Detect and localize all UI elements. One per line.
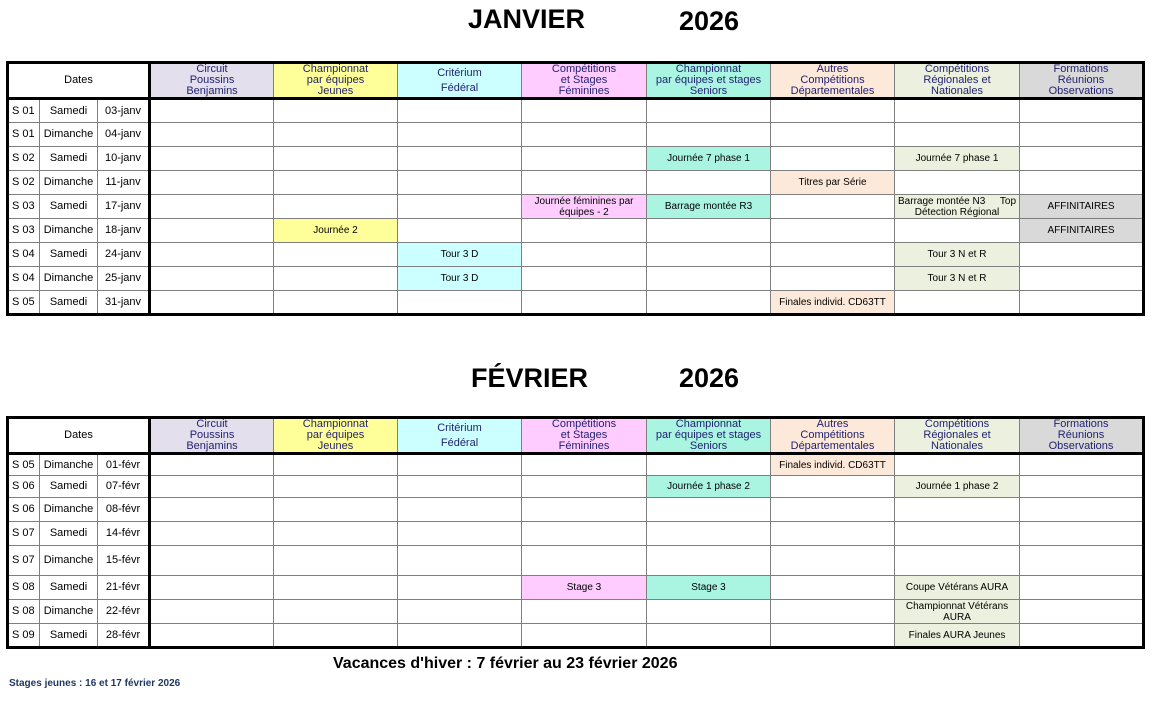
empty-cell	[771, 219, 895, 243]
column-header-line: Benjamins	[186, 85, 238, 97]
column-header-regionales	[895, 418, 1020, 454]
day-cell: Dimanche	[40, 454, 98, 476]
empty-cell	[895, 123, 1020, 147]
empty-cell	[895, 546, 1020, 576]
empty-cell	[771, 147, 895, 171]
empty-cell	[771, 267, 895, 291]
year-title-janvier: 2026	[679, 6, 740, 36]
empty-cell	[522, 147, 647, 171]
empty-cell	[647, 171, 771, 195]
table-row	[8, 123, 1144, 147]
date-cell: 14-févr	[98, 522, 150, 546]
empty-cell	[274, 546, 398, 576]
date-cell: 11-janv	[98, 171, 150, 195]
calendar-table-janvier	[6, 61, 1145, 316]
date-cell: 10-janv	[98, 147, 150, 171]
event-line	[895, 196, 1019, 207]
date-cell: 17-janv	[98, 195, 150, 219]
youth-stages-note: Stages jeunes : 16 et 17 février 2026	[9, 678, 181, 689]
column-header-line: Observations	[1048, 85, 1114, 97]
week-cell: S 02	[8, 147, 40, 171]
empty-cell	[647, 454, 771, 476]
date-cell: 08-févr	[98, 498, 150, 522]
empty-cell	[150, 454, 274, 476]
day-cell: Samedi	[40, 99, 98, 123]
column-header-feminines	[522, 418, 647, 454]
empty-cell	[274, 243, 398, 267]
empty-cell	[895, 219, 1020, 243]
empty-cell	[398, 576, 522, 600]
column-header-line: Fédéral	[440, 436, 479, 449]
empty-cell	[1020, 99, 1144, 123]
column-header-circuit	[150, 418, 274, 454]
empty-cell	[647, 522, 771, 546]
empty-cell	[1020, 600, 1144, 624]
empty-cell	[398, 600, 522, 624]
empty-cell	[1020, 476, 1144, 498]
column-header-line: et Stages	[560, 74, 608, 86]
column-header-line: Fédéral	[440, 81, 479, 94]
empty-cell	[274, 498, 398, 522]
empty-cell	[150, 195, 274, 219]
date-cell: 28-févr	[98, 624, 150, 648]
column-header-line: Formations	[1053, 63, 1109, 75]
empty-cell	[771, 99, 895, 123]
empty-cell	[895, 498, 1020, 522]
table-row	[8, 147, 1144, 171]
column-header-autres	[771, 418, 895, 454]
table-row	[8, 219, 1144, 243]
empty-cell	[647, 123, 771, 147]
day-cell: Samedi	[40, 576, 98, 600]
column-header-line: Championnat	[302, 418, 369, 430]
date-cell: 25-janv	[98, 267, 150, 291]
table-row	[8, 267, 1144, 291]
day-cell: Dimanche	[40, 498, 98, 522]
column-header-line: Départementales	[790, 85, 875, 97]
event-cell-criterium: Tour 3 D	[398, 243, 522, 267]
empty-cell	[150, 171, 274, 195]
empty-cell	[1020, 624, 1144, 648]
empty-cell	[1020, 576, 1144, 600]
column-header-line: Circuit	[196, 63, 228, 75]
empty-cell	[522, 219, 647, 243]
week-cell: S 02	[8, 171, 40, 195]
year-title-fevrier: 2026	[679, 363, 740, 393]
empty-cell	[150, 624, 274, 648]
column-header-line: Benjamins	[186, 440, 238, 452]
column-header-feminines	[522, 63, 647, 99]
empty-cell	[274, 454, 398, 476]
empty-cell	[522, 624, 647, 648]
dates-header: Dates	[8, 63, 150, 99]
day-cell: Samedi	[40, 476, 98, 498]
week-cell: S 06	[8, 498, 40, 522]
week-cell: S 06	[8, 476, 40, 498]
date-cell: 18-janv	[98, 219, 150, 243]
empty-cell	[150, 147, 274, 171]
column-header-line: Compétitions	[924, 63, 990, 75]
column-header-line: par équipes et stages	[655, 429, 762, 441]
table-row	[8, 291, 1144, 315]
event-cell-autres: Finales individ. CD63TT	[771, 291, 895, 315]
event-cell-autres: Finales individ. CD63TT	[771, 454, 895, 476]
empty-cell	[150, 99, 274, 123]
empty-cell	[150, 291, 274, 315]
event-cell-formations: AFFINITAIRES	[1020, 219, 1144, 243]
empty-cell	[895, 171, 1020, 195]
column-header-line: Féminines	[558, 85, 610, 97]
date-cell: 03-janv	[98, 99, 150, 123]
empty-cell	[274, 522, 398, 546]
empty-cell	[398, 291, 522, 315]
column-header-line: par équipes	[306, 429, 365, 441]
empty-cell	[398, 123, 522, 147]
empty-cell	[522, 291, 647, 315]
empty-cell	[274, 476, 398, 498]
column-header-line: Critérium	[437, 66, 482, 79]
empty-cell	[1020, 546, 1144, 576]
day-cell: Dimanche	[40, 219, 98, 243]
empty-cell	[150, 243, 274, 267]
day-cell: Dimanche	[40, 123, 98, 147]
event-cell-regionales: Tour 3 N et R	[895, 243, 1020, 267]
empty-cell	[522, 454, 647, 476]
empty-cell	[1020, 267, 1144, 291]
empty-cell	[522, 123, 647, 147]
column-header-line: Réunions	[1057, 74, 1105, 86]
empty-cell	[522, 546, 647, 576]
week-cell: S 01	[8, 99, 40, 123]
event-cell-autres: Titres par Série	[771, 171, 895, 195]
empty-cell	[274, 171, 398, 195]
empty-cell	[522, 243, 647, 267]
empty-cell	[150, 498, 274, 522]
column-header-line: Seniors	[689, 85, 728, 97]
empty-cell	[771, 123, 895, 147]
week-cell: S 03	[8, 195, 40, 219]
empty-cell	[647, 219, 771, 243]
column-header-line: Autres	[816, 418, 849, 430]
event-cell-feminines: Stage 3	[522, 576, 647, 600]
table-row	[8, 522, 1144, 546]
empty-cell	[398, 546, 522, 576]
event-cell-formations: AFFINITAIRES	[1020, 195, 1144, 219]
empty-cell	[771, 600, 895, 624]
empty-cell	[771, 476, 895, 498]
empty-cell	[150, 476, 274, 498]
day-cell: Dimanche	[40, 600, 98, 624]
date-cell: 31-janv	[98, 291, 150, 315]
table-row	[8, 243, 1144, 267]
empty-cell	[647, 267, 771, 291]
column-header-seniors	[647, 418, 771, 454]
day-cell: Dimanche	[40, 171, 98, 195]
event-cell-champ-jeunes: Journée 2	[274, 219, 398, 243]
column-header-line: Championnat	[302, 63, 369, 75]
week-cell: S 04	[8, 267, 40, 291]
event-text: Top	[999, 195, 1017, 207]
week-cell: S 08	[8, 576, 40, 600]
empty-cell	[398, 476, 522, 498]
empty-cell	[771, 522, 895, 546]
event-cell-regionales: Finales AURA Jeunes	[895, 624, 1020, 648]
empty-cell	[398, 219, 522, 243]
empty-cell	[274, 600, 398, 624]
date-cell: 04-janv	[98, 123, 150, 147]
empty-cell	[895, 291, 1020, 315]
empty-cell	[398, 171, 522, 195]
empty-cell	[522, 476, 647, 498]
table-row	[8, 546, 1144, 576]
empty-cell	[1020, 291, 1144, 315]
date-cell: 22-févr	[98, 600, 150, 624]
empty-cell	[1020, 454, 1144, 476]
table-row	[8, 476, 1144, 498]
week-cell: S 01	[8, 123, 40, 147]
empty-cell	[398, 624, 522, 648]
empty-cell	[150, 546, 274, 576]
day-cell: Samedi	[40, 522, 98, 546]
table-row	[8, 576, 1144, 600]
event-cell-feminines: Journée féminines par équipes - 2	[522, 195, 647, 219]
event-text: Détection Régional	[914, 206, 1000, 218]
column-header-line: Autres	[816, 63, 849, 75]
event-text: Barrage montée N3	[898, 195, 986, 207]
empty-cell	[274, 291, 398, 315]
empty-cell	[895, 99, 1020, 123]
week-cell: S 09	[8, 624, 40, 648]
column-header-line: par équipes	[306, 74, 365, 86]
column-header-line: Féminines	[558, 440, 610, 452]
column-header-seniors	[647, 63, 771, 99]
table-row	[8, 454, 1144, 476]
empty-cell	[274, 624, 398, 648]
column-header-line: Poussins	[189, 429, 235, 441]
empty-cell	[771, 195, 895, 219]
empty-cell	[150, 600, 274, 624]
event-cell-regionales: Journée 7 phase 1	[895, 147, 1020, 171]
table-row	[8, 600, 1144, 624]
day-cell: Dimanche	[40, 546, 98, 576]
event-cell-criterium: Tour 3 D	[398, 267, 522, 291]
empty-cell	[398, 99, 522, 123]
event-cell-regionales: Journée 1 phase 2	[895, 476, 1020, 498]
empty-cell	[647, 99, 771, 123]
event-cell-seniors: Stage 3	[647, 576, 771, 600]
week-cell: S 08	[8, 600, 40, 624]
empty-cell	[771, 498, 895, 522]
date-cell: 24-janv	[98, 243, 150, 267]
column-header-line: Nationales	[931, 440, 983, 452]
column-header-regionales	[895, 63, 1020, 99]
empty-cell	[647, 243, 771, 267]
column-header-line: Compétitions	[551, 63, 617, 75]
day-cell: Samedi	[40, 195, 98, 219]
column-header-line: Championnat	[675, 63, 742, 75]
table-row	[8, 624, 1144, 648]
column-header-line: Jeunes	[317, 85, 354, 97]
empty-cell	[647, 498, 771, 522]
event-cell-regionales: Tour 3 N et R	[895, 267, 1020, 291]
empty-cell	[274, 99, 398, 123]
column-header-line: Compétitions	[551, 418, 617, 430]
empty-cell	[895, 454, 1020, 476]
empty-cell	[522, 600, 647, 624]
day-cell: Dimanche	[40, 267, 98, 291]
table-row	[8, 99, 1144, 123]
empty-cell	[274, 123, 398, 147]
dates-header: Dates	[8, 418, 150, 454]
week-cell: S 05	[8, 454, 40, 476]
empty-cell	[522, 498, 647, 522]
empty-cell	[1020, 147, 1144, 171]
empty-cell	[274, 267, 398, 291]
empty-cell	[150, 123, 274, 147]
column-header-autres	[771, 63, 895, 99]
empty-cell	[522, 267, 647, 291]
column-header-line: Critérium	[437, 421, 482, 434]
column-header-formations	[1020, 418, 1144, 454]
table-row	[8, 195, 1144, 219]
month-title-fevrier: FÉVRIER	[471, 363, 589, 393]
week-cell: S 04	[8, 243, 40, 267]
empty-cell	[150, 522, 274, 546]
empty-cell	[274, 147, 398, 171]
month-title-janvier: JANVIER	[468, 4, 586, 34]
column-header-line: Départementales	[790, 440, 875, 452]
day-cell: Samedi	[40, 624, 98, 648]
empty-cell	[150, 576, 274, 600]
date-cell: 07-févr	[98, 476, 150, 498]
column-header-line: Circuit	[196, 418, 228, 430]
column-header-line: Compétitions	[800, 429, 865, 441]
week-cell: S 05	[8, 291, 40, 315]
column-header-circuit	[150, 63, 274, 99]
empty-cell	[398, 498, 522, 522]
empty-cell	[647, 291, 771, 315]
table-row	[8, 171, 1144, 195]
table-row	[8, 498, 1144, 522]
empty-cell	[647, 600, 771, 624]
column-header-line: Formations	[1053, 418, 1109, 430]
day-cell: Samedi	[40, 291, 98, 315]
empty-cell	[1020, 243, 1144, 267]
week-cell: S 07	[8, 522, 40, 546]
column-header-line: Nationales	[931, 85, 983, 97]
empty-cell	[398, 522, 522, 546]
date-cell: 21-févr	[98, 576, 150, 600]
column-header-line: Compétitions	[924, 418, 990, 430]
day-cell: Samedi	[40, 243, 98, 267]
event-cell-regionales: Coupe Vétérans AURA	[895, 576, 1020, 600]
empty-cell	[895, 522, 1020, 546]
empty-cell	[647, 546, 771, 576]
event-cell-seniors: Barrage montée R3	[647, 195, 771, 219]
week-cell: S 03	[8, 219, 40, 243]
empty-cell	[1020, 498, 1144, 522]
column-header-line: et Stages	[560, 429, 608, 441]
event-cell-regionales: Championnat Vétérans AURA	[895, 600, 1020, 624]
empty-cell	[150, 267, 274, 291]
column-header-criterium	[398, 63, 522, 99]
column-header-champ-jeunes	[274, 63, 398, 99]
empty-cell	[398, 147, 522, 171]
empty-cell	[398, 454, 522, 476]
empty-cell	[522, 99, 647, 123]
winter-holidays-note: Vacances d'hiver : 7 février au 23 février 2026	[333, 655, 678, 672]
date-cell: 01-févr	[98, 454, 150, 476]
column-header-line: Championnat	[675, 418, 742, 430]
empty-cell	[1020, 171, 1144, 195]
empty-cell	[771, 576, 895, 600]
empty-cell	[1020, 123, 1144, 147]
empty-cell	[274, 195, 398, 219]
column-header-line: par équipes et stages	[655, 74, 762, 86]
column-header-formations	[1020, 63, 1144, 99]
empty-cell	[150, 219, 274, 243]
column-header-line: Poussins	[189, 74, 235, 86]
column-header-line: Seniors	[689, 440, 728, 452]
empty-cell	[522, 522, 647, 546]
empty-cell	[771, 243, 895, 267]
day-cell: Samedi	[40, 147, 98, 171]
event-cell-seniors: Journée 7 phase 1	[647, 147, 771, 171]
empty-cell	[274, 576, 398, 600]
calendar-table-fevrier	[6, 416, 1145, 649]
empty-cell	[398, 195, 522, 219]
column-header-line: Compétitions	[800, 74, 865, 86]
empty-cell	[1020, 522, 1144, 546]
column-header-line: Observations	[1048, 440, 1114, 452]
empty-cell	[771, 624, 895, 648]
event-cell-regionales	[895, 195, 1020, 219]
column-header-champ-jeunes	[274, 418, 398, 454]
column-header-line: Régionales et	[923, 74, 991, 86]
empty-cell	[647, 624, 771, 648]
column-header-line: Régionales et	[923, 429, 991, 441]
week-cell: S 07	[8, 546, 40, 576]
event-cell-seniors: Journée 1 phase 2	[647, 476, 771, 498]
empty-cell	[522, 171, 647, 195]
column-header-line: Réunions	[1057, 429, 1105, 441]
date-cell: 15-févr	[98, 546, 150, 576]
column-header-criterium	[398, 418, 522, 454]
column-header-line: Jeunes	[317, 440, 354, 452]
empty-cell	[771, 546, 895, 576]
